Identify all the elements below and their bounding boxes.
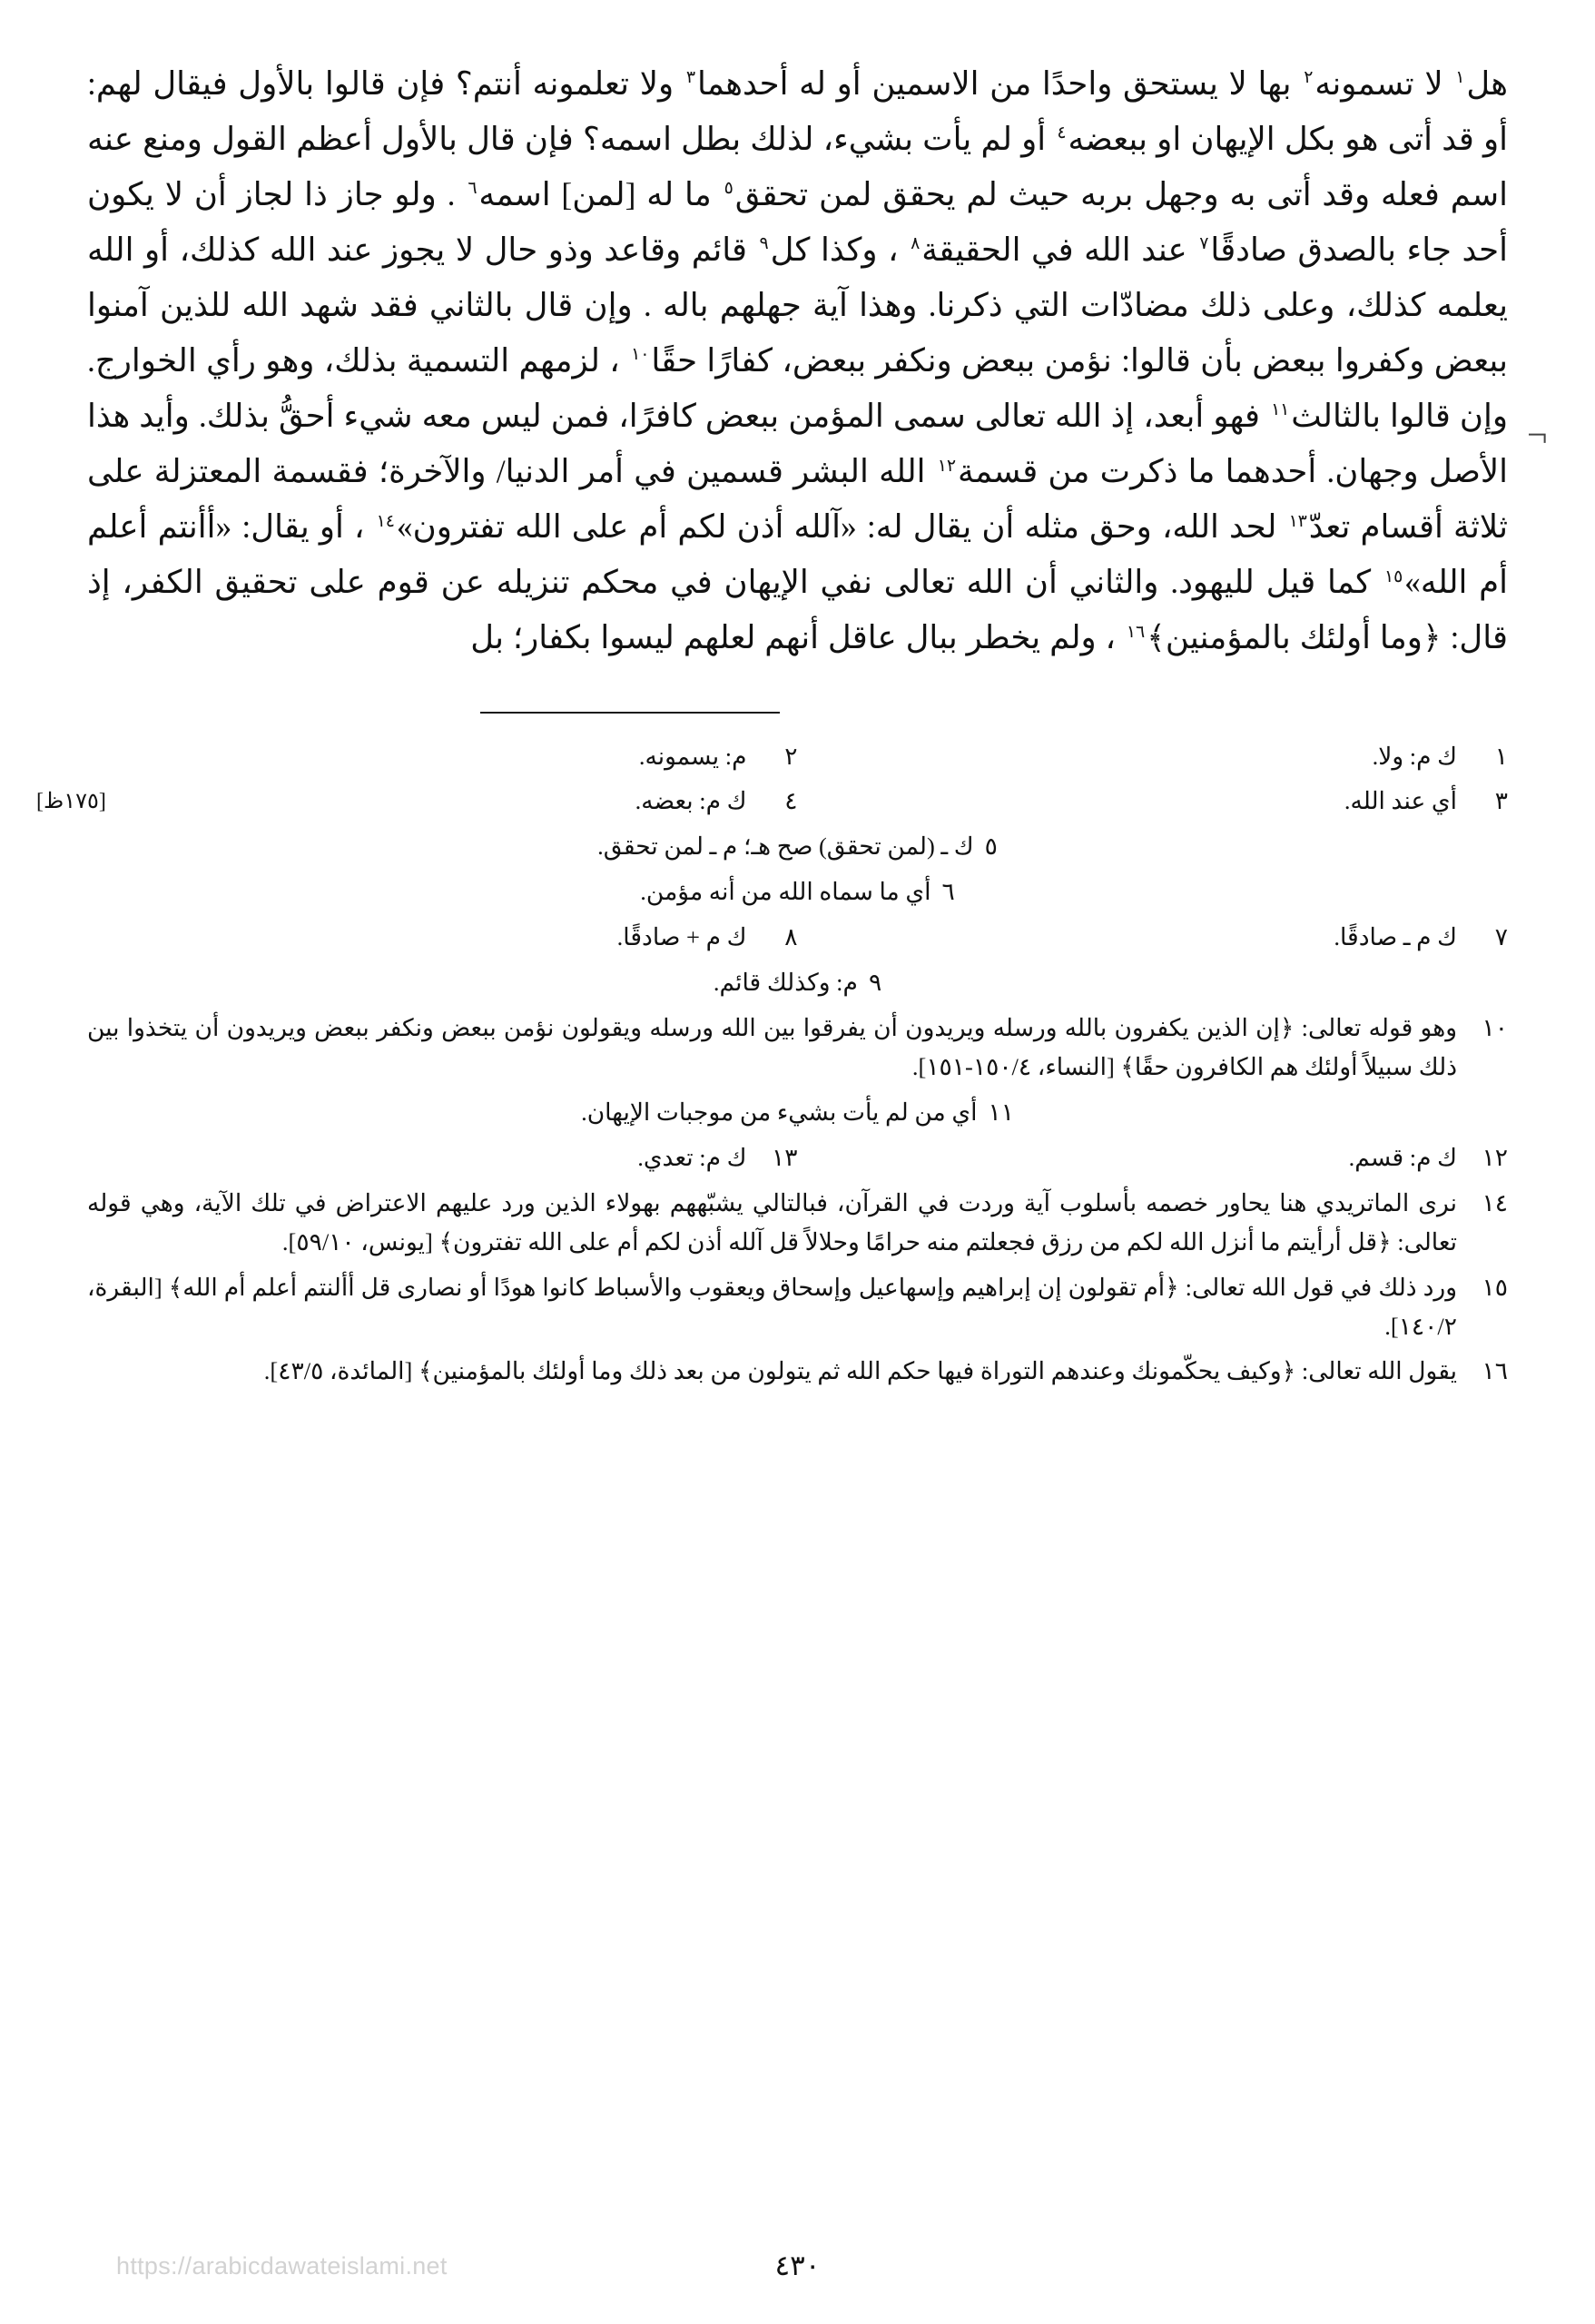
footnote-number: ٩ — [868, 969, 882, 997]
footnote-text: أي ما سماه الله من أنه مؤمن. — [640, 878, 931, 906]
footnote-text: م: وكذلك قائم. — [713, 969, 858, 997]
footnote-number: ٨ — [784, 923, 798, 951]
footnote-number: ١١ — [988, 1098, 1014, 1126]
footnote-text: ك م: قسم. — [1348, 1143, 1457, 1171]
footnote-marker: ٩ — [759, 234, 769, 254]
footnote-row — [87, 1138, 1508, 1177]
folio-marker: [١٧٥ظ] — [36, 790, 106, 813]
footnote-number: ١٣ — [772, 1143, 798, 1171]
body-paragraph: هل$^١$ لا تسمونه$^٢$ بها لا يستحق واحدًا من الاسمين أو له أحدهما$^٣$ ولا تعلمونه أنتم؟ فإن قالوا بالأول فيقال لهم: أو قد أتى هو بكل الإيهان او ببعضه$^٤$ أو لم يأت بشيء، لذلك بطل اسمه؟ فإن قال بالأول أعظم القول ومنع عنه اسم فعله وقد أتى به وجهل بربه حيث لم يحقق لمن تحقق$^٥$ ما له [لمن] اسمه$^٦$ . ولو جاز ذا لجاز أن لا يكون أحد جاء بالصدق صادقًا$^٧$ عند الله في الحقيقة$^٨$ ، وكذا كل$^٩$ قائم وقاعد وذو حال لا يجوز عند الله كذلك، أو الله يعلمه كذلك، وعلى ذلك مضادّات التي ذكرنا. وهذا آية جهلهم باله . وإن قال بالثاني فقد شهد الله للذين آمنوا ببعض وكفروا ببعض بأن قالوا: نؤمن ببعض ونكفر ببعض، كفارًا حقًا$^{١٠}$ ، لزمهم التسمية بذلك، وهو رأي الخوارج. وإن قالوا بالثالث$^{١١}$ فهو أبعد، إذ الله تعالى سمى المؤمن ببعض كافرًا، فمن ليس معه شيء أحقُّ بذلك. وأيد هذا الأصل وجهان. أحدهما ما ذكرت من قسمة$^{١٢}$ الله البشر قسمين في أمر الدنيا/ والآخرة؛ فقسمة المعتزلة على ثلاثة أقسام تعدّ$^{١٣}$ لحد الله، وحق مثله أن يقال له: «آلله أذن لكم أم على الله تفترون»$^{١٤}$ ، أو يقال: «أأنتم أعلم أم الله»$^{١٥}$ كما قيل لليهود. والثاني أن الله تعالى نفي الإيهان في محكم تنزيله عن قوم على تحقيق الكفر، إذ قال: ﴿وما أولئك بالمؤمنين﴾$^{١٦}$ ، ولم يخطر ببال عاقل أنهم لعلهم ليسوا بكفار؛ بل — [87, 65, 1508, 656]
footnotes-section — [87, 737, 1508, 1392]
footnote-number: ٢ — [784, 742, 798, 770]
margin-pen-mark: ⌐ — [1527, 414, 1548, 455]
footnote-row — [87, 782, 1508, 821]
footnote-text: ورد ذلك في قول الله تعالى: ﴿أم تقولون إن إبراهيم وإسهاعيل وإسحاق ويعقوب والأسباط كانوا هودًا أو نصارى قل أألنتم أعلم أم الله﴾ [البقرة، ١٤٠/٢]. — [87, 1273, 1457, 1340]
footnote-row — [87, 737, 1508, 776]
footnote-marker: ١١ — [1271, 400, 1290, 420]
footnote-marker: ٦ — [468, 179, 478, 199]
footnote-marker: ٢ — [1304, 68, 1314, 88]
footnote-marker: ١٥ — [1383, 566, 1403, 586]
footnote-entry — [87, 1352, 1508, 1391]
footnote-number: ١ — [1494, 742, 1508, 770]
footnote-marker: ٨ — [911, 234, 921, 254]
footnote-number: ١٥ — [1482, 1273, 1508, 1301]
footnote-text: نرى الماتريدي هنا يحاور خصمه بأسلوب آية وردت في القرآن، فبالتالي يشبّههم بهولاء الذين ورد عليهم الاعتراض في تلك الآية، وهي قوله تعالى: ﴿قل أرأيتم ما أنزل الله لكم من رزق فجعلتم منه حرامًا وحلالاً قل آلله أذن لكم أم على الله تفترون﴾ [يونس، ٥٩/١٠]. — [87, 1188, 1457, 1256]
footnote-text: ك م: تعدي. — [637, 1143, 747, 1171]
main-body-text — [87, 56, 1508, 666]
footnote-entry — [798, 737, 1509, 776]
footnote-entry — [798, 1138, 1509, 1177]
footnote-number: ٦ — [941, 878, 955, 906]
footnote-number: ١٦ — [1482, 1357, 1508, 1385]
footnote-entry — [87, 1138, 798, 1177]
footnote-text: م: يسمونه. — [638, 742, 747, 770]
footnote-number: ٥ — [984, 832, 998, 861]
footnote-entry — [87, 1009, 1508, 1087]
footnote-marker: ٣ — [685, 68, 695, 88]
footnote-text: ك ـ (لمن تحقق) صح هـ؛ م ـ لمن تحقق. — [597, 832, 974, 861]
footnote-text: أي عند الله. — [1344, 787, 1457, 815]
watermark: https://arabicdawateislami.net — [116, 2252, 448, 2280]
footnote-entry — [87, 1184, 1508, 1262]
footnote-number: ١٤ — [1482, 1188, 1508, 1216]
footnote-separator — [87, 712, 1508, 714]
footnote-marker: ١٢ — [937, 456, 956, 476]
footnote-number: ١٠ — [1482, 1014, 1508, 1042]
footnote-entry — [87, 1093, 1508, 1132]
footnote-entry — [87, 1268, 1508, 1346]
footnote-marker: ١ — [1455, 68, 1465, 88]
footnote-marker: ٤ — [1057, 123, 1067, 143]
footnote-text: ك م ـ صادقًا. — [1334, 923, 1457, 951]
footnote-marker: ١٦ — [1126, 622, 1146, 642]
footnote-text: أي من لم يأت بشيء من موجبات الإيهان. — [581, 1098, 978, 1126]
footnote-marker: ١٠ — [631, 345, 650, 365]
footnote-entry — [87, 872, 1508, 911]
footnote-number: ١٢ — [1482, 1143, 1508, 1171]
footnote-entry — [87, 827, 1508, 866]
footnote-text: يقول الله تعالى: ﴿وكيف يحكّمونك وعندهم التوراة فيها حكم الله ثم يتولون من بعد ذلك وما أولئك بالمؤمنين﴾ [المائدة، ٤٣/٥]. — [263, 1357, 1457, 1385]
footnote-text: ك م: بعضه. — [635, 787, 747, 815]
footnote-entry — [798, 782, 1509, 821]
footnote-entry — [798, 918, 1509, 957]
footnote-text: ك م + صادقًا. — [616, 923, 747, 951]
footnote-entry — [87, 737, 798, 776]
footnote-entry — [87, 963, 1508, 1002]
footnote-text: ك م: ولا. — [1372, 742, 1457, 770]
footnote-entry — [87, 918, 798, 957]
footnote-marker: ١٤ — [376, 511, 395, 531]
footnote-entry — [87, 782, 798, 821]
footnote-text: وهو قوله تعالى: ﴿إن الذين يكفرون بالله ورسله ويريدون أن يفرقوا بين الله ورسله ويقولون نؤمن ببعض ونكفر ببعض ويريدون أن يتخذوا بين ذلك سبيلاً أولئك هم الكافرون حقًا﴾ [النساء، ١٥٠/٤-١٥١]. — [87, 1014, 1457, 1080]
footnote-marker: ١٣ — [1288, 511, 1307, 531]
footnote-marker: ٥ — [724, 179, 734, 199]
page-number: ٤٣٠ — [774, 2250, 821, 2281]
footnote-marker: ٧ — [1199, 234, 1209, 254]
footnote-number: ٣ — [1494, 787, 1508, 815]
footnote-number: ٧ — [1494, 923, 1508, 951]
footnote-number: ٤ — [784, 787, 798, 815]
footnote-row — [87, 918, 1508, 957]
